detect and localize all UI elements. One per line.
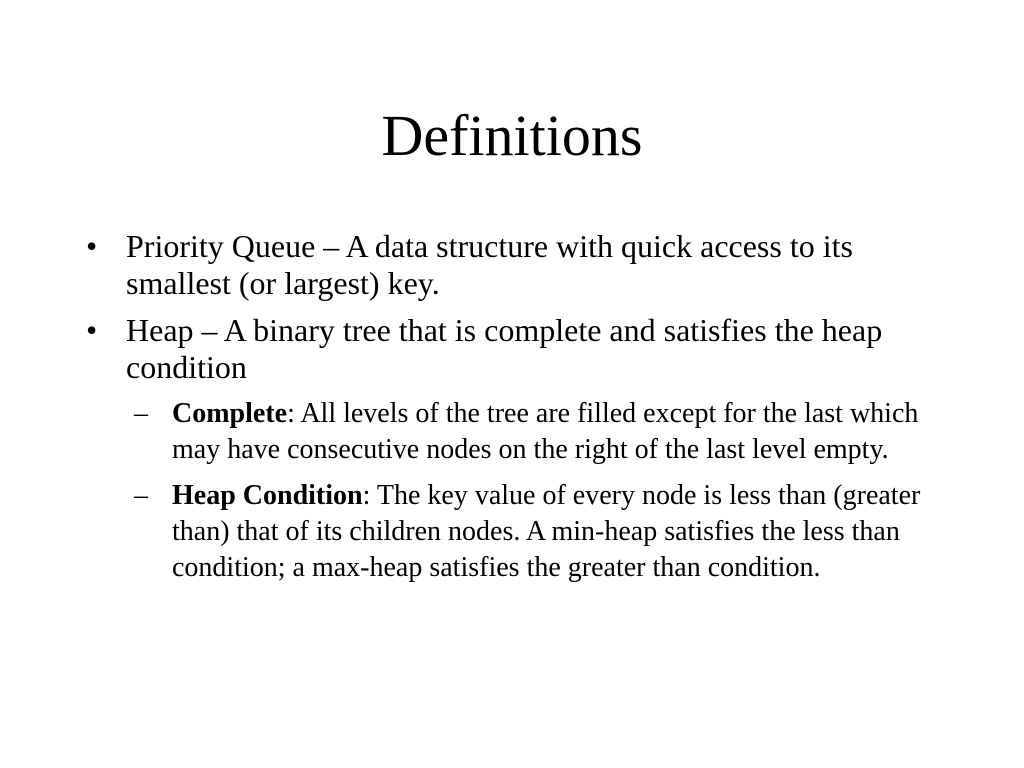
definition-heap-condition: : The key value of every node is less than (greater than) that of its children nodes. A min-heap satisfies the less than condition; a max-heap satisfies the greater than condition. bbox=[172, 480, 921, 583]
subbullet-heap-condition bbox=[130, 478, 944, 586]
bullet-marker: • bbox=[86, 228, 98, 264]
bullet-priority-queue bbox=[84, 228, 944, 302]
subbullet-complete bbox=[130, 396, 944, 468]
term-heap-condition: Heap Condition bbox=[172, 480, 363, 511]
bullet-heap bbox=[84, 312, 944, 386]
bullet-text: Priority Queue – A data structure with quick access to its smallest (or largest) key. bbox=[126, 228, 853, 301]
slide-title: Definitions bbox=[381, 103, 643, 168]
subbullet-marker: – bbox=[134, 398, 148, 429]
bullet-text: Heap – A binary tree that is complete and satisfies the heap condition bbox=[126, 312, 883, 385]
subbullet-marker: – bbox=[134, 480, 148, 511]
slide-content bbox=[84, 228, 944, 596]
term-complete: Complete bbox=[172, 398, 288, 429]
bullet-marker: • bbox=[86, 312, 98, 348]
definition-complete: : All levels of the tree are filled except for the last which may have consecutive nodes on the right of the last level empty. bbox=[172, 398, 919, 465]
